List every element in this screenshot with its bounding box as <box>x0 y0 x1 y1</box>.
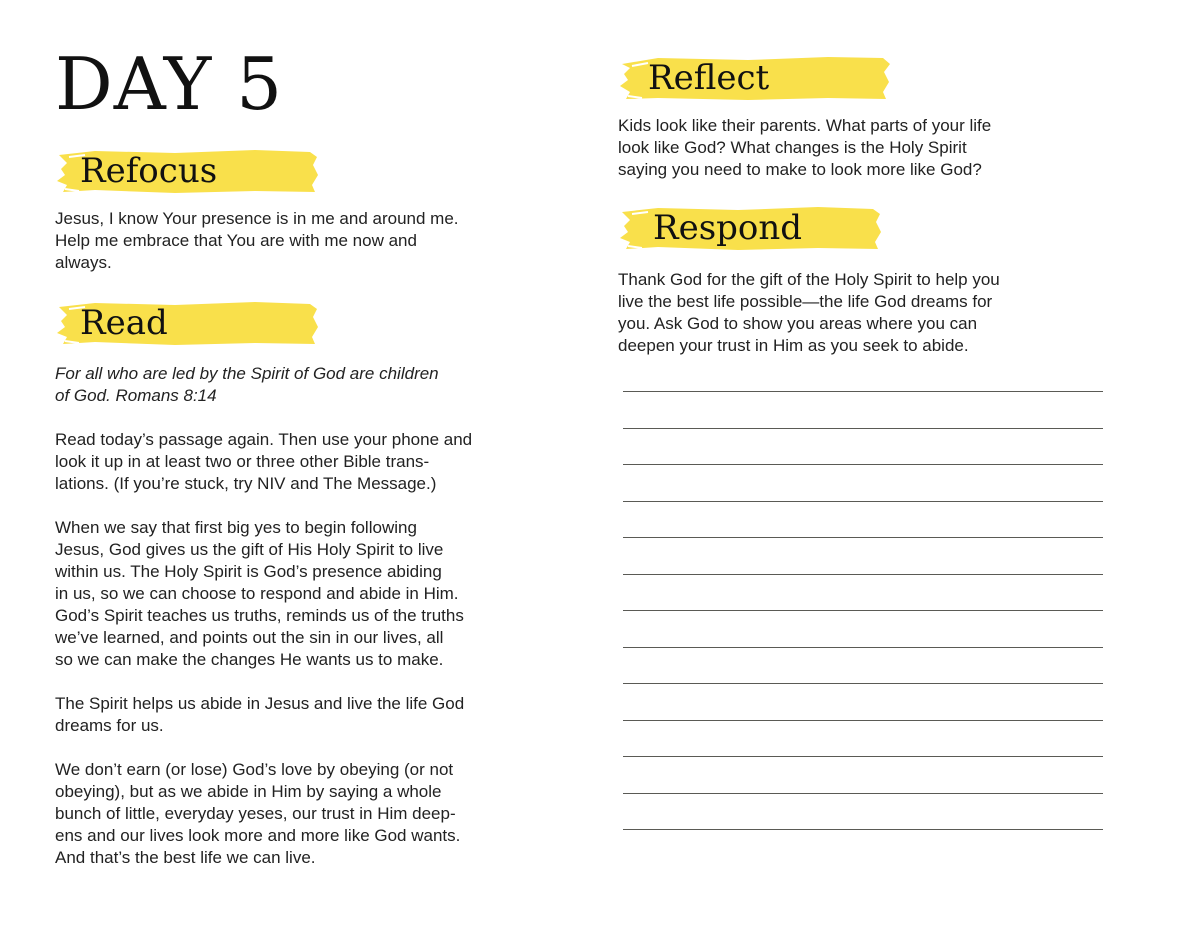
writing-line[interactable] <box>623 429 1103 466</box>
text-line: Jesus, I know Your presence is in me and around me. <box>55 209 459 228</box>
text-line: The Spirit helps us abide in Jesus and live the life God <box>55 694 465 713</box>
reflect-prompt <box>618 115 1138 181</box>
text-line: ens and our lives look more and more like God wants. <box>55 826 461 845</box>
text-line: When we say that first big yes to begin following <box>55 518 417 537</box>
text-line: live the best life possible—the life God dreams for <box>618 292 993 311</box>
read-heading <box>55 297 320 349</box>
text-line: always. <box>55 253 112 272</box>
text-line: look like God? What changes is the Holy Spirit <box>618 138 967 157</box>
writing-line[interactable] <box>623 757 1103 794</box>
section-heading-text: Refocus <box>80 151 218 191</box>
text-line: bunch of little, everyday yeses, our trust in Him deep- <box>55 804 456 823</box>
writing-lines <box>623 390 1103 830</box>
section-heading-text: Respond <box>653 208 803 248</box>
text-line: dreams for us. <box>55 716 164 735</box>
text-line: saying you need to make to look more like God? <box>618 160 982 179</box>
text-line: For all who are led by the Spirit of God are children <box>55 364 439 383</box>
section-heading-text: Reflect <box>648 58 770 98</box>
writing-line[interactable] <box>623 721 1103 758</box>
text-line: Help me embrace that You are with me now and <box>55 231 417 250</box>
writing-line[interactable] <box>623 611 1103 648</box>
read-paragraph-2 <box>55 517 575 671</box>
read-paragraph-4 <box>55 759 575 869</box>
respond-heading <box>618 202 883 254</box>
writing-line[interactable] <box>623 392 1103 429</box>
text-line: within us. The Holy Spirit is God’s presence abiding <box>55 562 442 581</box>
text-line: look it up in at least two or three other Bible trans- <box>55 452 430 471</box>
text-line: so we can make the changes He wants us to make. <box>55 650 444 669</box>
writing-line[interactable] <box>623 684 1103 721</box>
page-title: DAY 5 <box>55 42 284 126</box>
text-line: you. Ask God to show you areas where you can <box>618 314 978 333</box>
refocus-prayer <box>55 208 575 274</box>
text-line: of God. Romans 8:14 <box>55 386 217 405</box>
text-line: in us, so we can choose to respond and abide in Him. <box>55 584 459 603</box>
writing-line[interactable] <box>623 538 1103 575</box>
writing-line[interactable] <box>623 648 1103 685</box>
text-line: obeying), but as we abide in Him by saying a whole <box>55 782 442 801</box>
text-line: And that’s the best life we can live. <box>55 848 316 867</box>
read-paragraph-1 <box>55 429 575 495</box>
text-line: lations. (If you’re stuck, try NIV and The Message.) <box>55 474 437 493</box>
writing-line[interactable] <box>623 575 1103 612</box>
writing-line[interactable] <box>623 502 1103 539</box>
text-line: we’ve learned, and points out the sin in our lives, all <box>55 628 444 647</box>
writing-line[interactable] <box>623 794 1103 831</box>
text-line: Kids look like their parents. What parts of your life <box>618 116 992 135</box>
writing-line[interactable] <box>623 465 1103 502</box>
reflect-heading <box>618 52 893 104</box>
text-line: Jesus, God gives us the gift of His Holy Spirit to live <box>55 540 444 559</box>
text-line: Thank God for the gift of the Holy Spirit to help you <box>618 270 1000 289</box>
text-line: Read today’s passage again. Then use your phone and <box>55 430 473 449</box>
refocus-heading <box>55 145 320 197</box>
scripture-verse <box>55 363 575 407</box>
read-paragraph-3 <box>55 693 575 737</box>
section-heading-text: Read <box>80 303 168 343</box>
text-line: deepen your trust in Him as you seek to abide. <box>618 336 969 355</box>
text-line: We don’t earn (or lose) God’s love by obeying (or not <box>55 760 454 779</box>
respond-prompt <box>618 269 1138 357</box>
text-line: God’s Spirit teaches us truths, reminds us of the truths <box>55 606 464 625</box>
